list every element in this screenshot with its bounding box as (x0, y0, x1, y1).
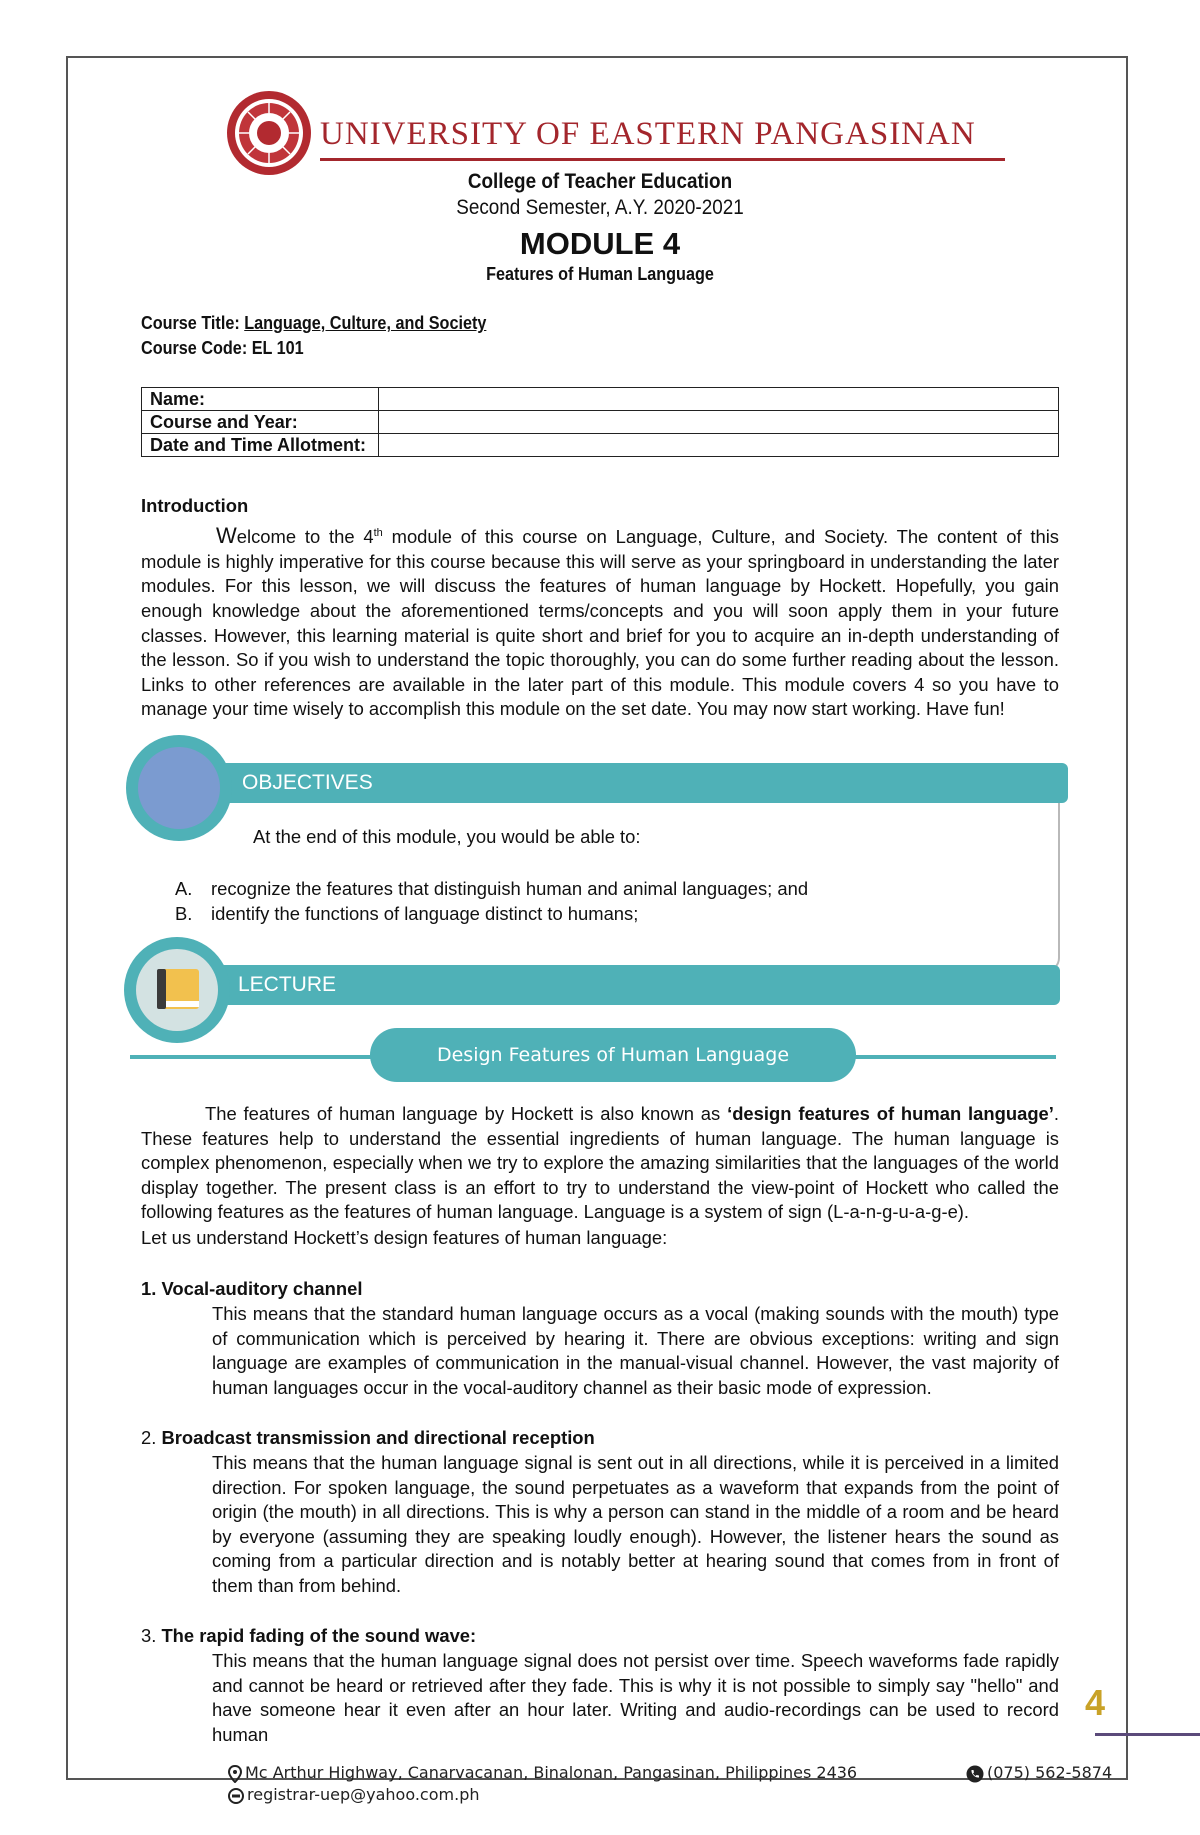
college-name: College of Teacher Education (467, 170, 733, 193)
divider-left (130, 1055, 380, 1059)
table-row (142, 434, 1059, 457)
footer-phone: (075) 562-5874 (966, 1763, 1112, 1783)
university-seal-icon (226, 90, 312, 176)
semester: Second Semester, A.Y. 2020-2021 (456, 196, 744, 219)
divider-right (846, 1055, 1056, 1059)
date-time-field[interactable] (379, 434, 1059, 457)
date-time-label: Date and Time Allotment: (142, 434, 379, 457)
section-heading: 2. Broadcast transmission and directional reception (141, 1427, 595, 1448)
module-subtitle: Features of Human Language (486, 264, 714, 284)
course-year-label: Course and Year: (142, 411, 379, 434)
section-text: This means that the standard human language occurs as a vocal (making sounds with the mouth) type of communication which is perceived by hearing it. There are obvious exceptions: writing and sign language are examples of communication in the manual-visual channel. However, the vast majority of human languages occur in the vocal-auditory channel as their basic mode of expression. (212, 1303, 1059, 1398)
phone-icon (966, 1765, 984, 1783)
university-underline (320, 158, 1005, 161)
table-row (142, 411, 1059, 434)
table-row (142, 388, 1059, 411)
email-icon (228, 1788, 244, 1804)
section-text: This means that the human language signal is sent out in all directions, while it is perceived in a limited direction. For spoken language, the sound perpetuates as a waveform that expands from the point of origin (the mouth) in all directions. This is why a person can stand in the middle of a room and be heard by everyone (assuming they are speaking loudly enough). However, the listener hears the sound as coming from a particular direction and is notably better at hearing sound that comes from in front of them than from behind. (212, 1452, 1059, 1596)
student-info-table (141, 387, 1059, 457)
footer-email: registrar-uep@yahoo.com.ph (228, 1785, 479, 1804)
book-icon (153, 965, 203, 1015)
lecture-intro: The features of human language by Hockett is also known as ‘design features of human language’. These features help to understand the essential ingredients of human language. The human language is complex phenomenon, especially when we try to explore the amazing similarities that the languages of the world display together. The present class is an effort to try to understand the view-point of Hockett who called the following features as the features of human language. Language is a system of sign (L-a-n-g-u-a-g-e). (141, 1103, 1060, 1223)
lecture-intro-2: Let us understand Hockett’s design features of human language: (141, 1227, 668, 1248)
list-item: B. identify the functions of language distinct to humans; (175, 903, 639, 924)
introduction-text: Welcome to the 4th module of this course on Language, Culture, and Society. The content of this module is highly imperative for this course because this will serve as your springboard in understanding the later modules. For this lesson, we will discuss the features of human language by Hockett. Hopefully, you gain enough knowledge about the aforementioned terms/concepts and you will soon apply them in your future classes. However, this learning material is quite short and brief for you to acquire an in-depth understanding of the lesson. So if you wish to understand the topic thoroughly, you can do some further reading about the lesson. Links to other references are available in the later part of this module. This module covers 4 so you have to manage your time wisely to accomplish this module on the set date. You may now start working. Have fun! (141, 523, 1059, 720)
course-code: Course Code: EL 101 (141, 338, 304, 358)
introduction-heading: Introduction (141, 495, 249, 516)
name-label: Name: (142, 388, 379, 411)
module-title: MODULE 4 (519, 226, 681, 261)
page-number-rule (1095, 1733, 1200, 1736)
list-item: A. recognize the features that distinguish human and animal languages; and (175, 878, 809, 899)
section-title-pill: Design Features of Human Language (370, 1028, 856, 1082)
lecture-label: LECTURE (238, 973, 337, 996)
university-name: UNIVERSITY OF EASTERN PANGASINAN (320, 116, 976, 152)
course-title: Course Title: Language, Culture, and Society (141, 313, 487, 333)
name-field[interactable] (379, 388, 1059, 411)
page-number: 4 (1085, 1682, 1106, 1723)
section-heading: 3. The rapid fading of the sound wave: (141, 1625, 477, 1646)
objectives-lead: At the end of this module, you would be able to: (253, 826, 641, 847)
section-heading: 1. Vocal-auditory channel (141, 1278, 363, 1299)
location-pin-icon (228, 1765, 242, 1783)
course-year-field[interactable] (379, 411, 1059, 434)
university-logo-row (226, 88, 1006, 174)
objectives-circle-icon (138, 747, 220, 829)
section-text: This means that the human language signal does not persist over time. Speech waveforms fade rapidly and cannot be heard or retrieved after they fade. This is why it is not possible to simply say "hello" and have someone hear it even after an hour later. Writing and audio-recordings can be used to record human (212, 1650, 1059, 1745)
footer-address: Mc Arthur Highway, Canarvacanan, Binalonan, Pangasinan, Philippines 2436 (228, 1763, 857, 1783)
objectives-label: OBJECTIVES (242, 771, 373, 794)
